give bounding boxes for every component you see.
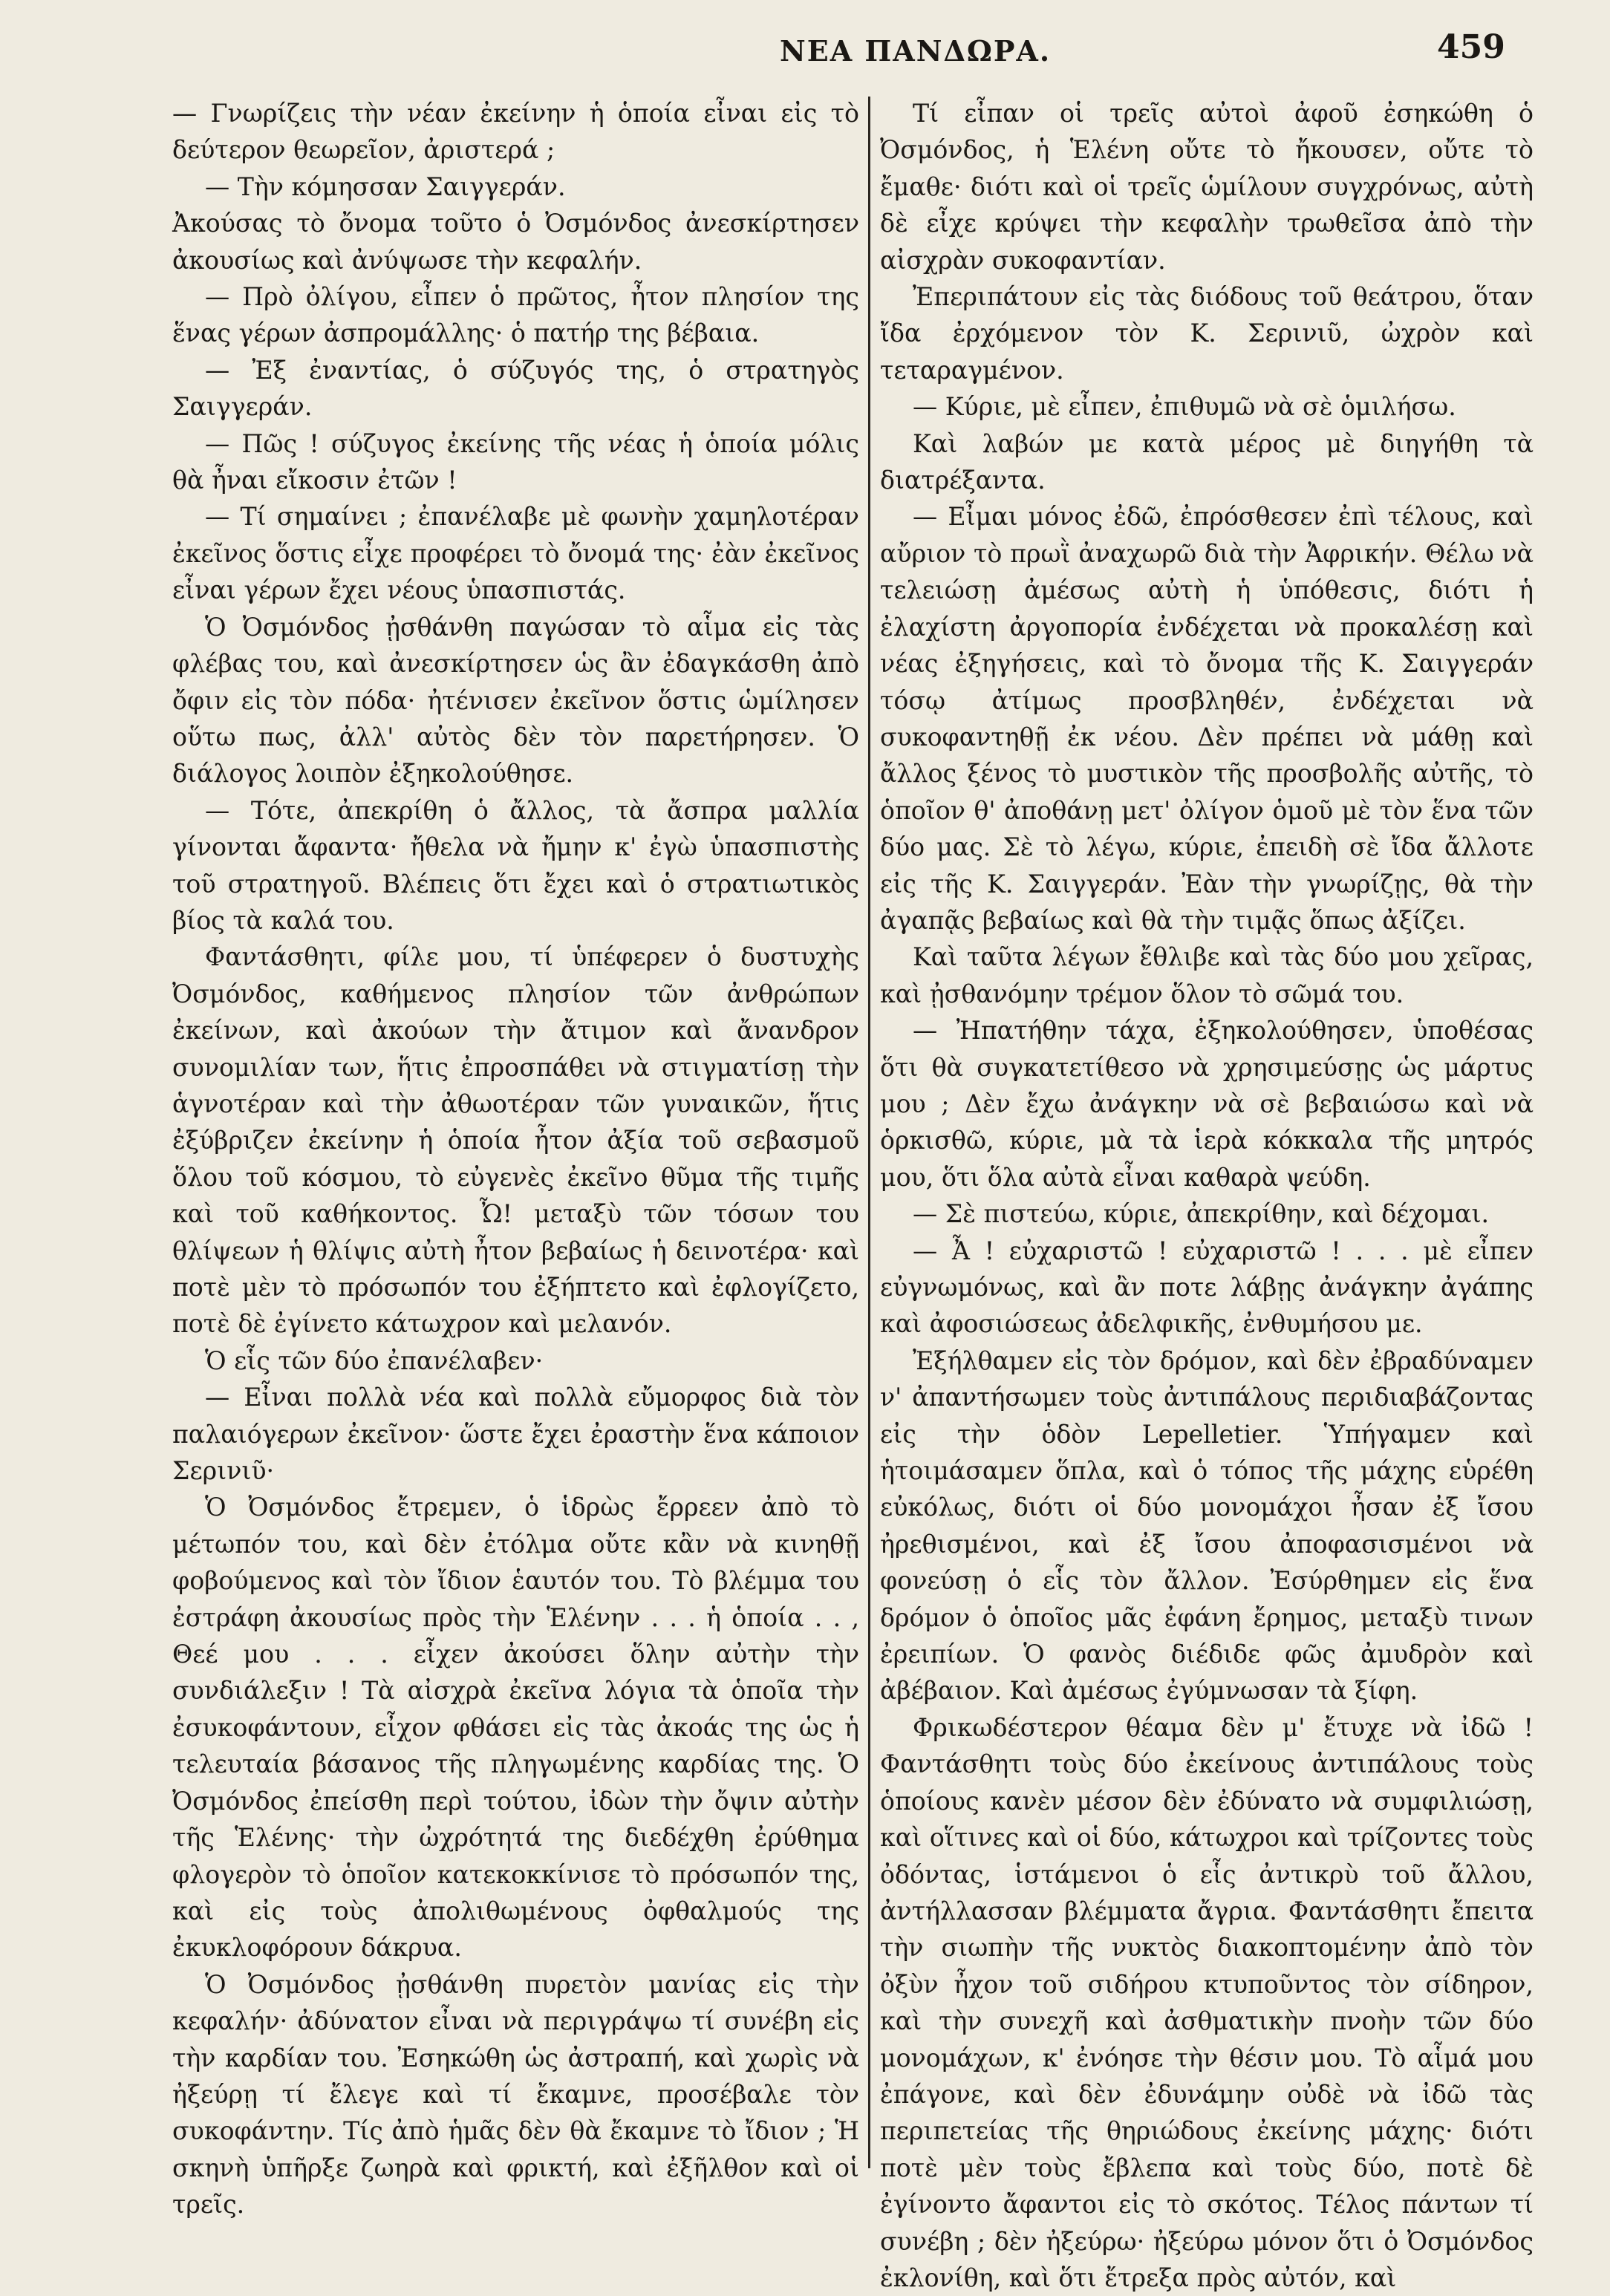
paragraph: Ὁ Ὀσμόνδος ἔτρεμεν, ὁ ἱδρὼς ἔρρεεν ἀπὸ τὸ μέτωπόν του, καὶ δὲν ἐτόλμα οὔτε κἂν νὰ κινηθῇ φοβούμενος καὶ τὸν ἴδιον ἑαυτόν του. Τὸ βλέμμα του ἐστράφη ἀκουσίως πρὸς τὴν Ἑλένην . . . ἡ ὁποία . . , Θεέ μου . . . εἶχεν ἀκούσει ὅλην αὐτὴν τὴν συνδιάλεξιν ! Τὰ αἰσχρὰ ἐκεῖνα λόγια τὰ ὁποῖα τὴν ἐσυκοφάντουν, εἶχον φθάσει εἰς τὰς ἀκοάς της ὡς ἡ τελευταία βάσανος τῆς πληγωμένης καρδίας της. Ὁ Ὀσμόνδος ἐπείσθη περὶ τούτου, ἰδὼν τὴν ὄψιν αὐτὴν τῆς Ἑλένης· τὴν ὠχρότητά της διεδέχθη ἐρύθημα φλογερὸν τὸ ὁποῖον κατεκοκκίνισε τὸ πρόσωπόν της, καὶ εἰς τοὺς ἀπολιθωμένους ὀφθαλμούς της ἐκυκλοφόρουν δάκρυα.: [172, 1493, 859, 1963]
paragraph: Ἀκούσας τὸ ὄνομα τοῦτο ὁ Ὀσμόνδος ἀνεσκίρτησεν ἀκουσίως καὶ ἀνύψωσε τὴν κεφαλήν.: [172, 209, 859, 275]
paragraph: — Ἐξ ἐναντίας, ὁ σύζυγός της, ὁ στρατηγὸς Σαιγγεράν.: [172, 355, 859, 422]
paragraph: Καὶ ταῦτα λέγων ἔθλιβε καὶ τὰς δύο μου χεῖρας, καὶ ᾐσθανόμην τρέμον ὅλον τὸ σῶμά του.: [880, 942, 1534, 1008]
right-column: [880, 95, 1534, 2292]
paragraph: Ἐπεριπάτουν εἰς τὰς διόδους τοῦ θεάτρου, ὅταν ἴδα ἐρχόμενον τὸν Κ. Σερινιῦ, ὠχρὸν καὶ τεταραγμένον.: [880, 282, 1534, 385]
paragraph: Ἐξήλθαμεν εἰς τὸν δρόμον, καὶ δὲν ἐβραδύναμεν ν' ἀπαντήσωμεν τοὺς ἀντιπάλους περιδιαβάζοντας εἰς τὴν ὁδὸν Lepelletier. Ὑπήγαμεν καὶ ἡτοιμάσαμεν ὅπλα, καὶ ὁ τόπος τῆς μάχης εὑρέθη εὐκόλως, διότι οἱ δύο μονομάχοι ἦσαν ἐξ ἴσου ἠρεθισμένοι, καὶ ἐξ ἴσου ἀποφασισμένοι νὰ φονεύσῃ ὁ εἷς τὸν ἄλλον. Ἐσύρθημεν εἰς ἕνα δρόμον ὁ ὁποῖος μᾶς ἐφάνη ἔρημος, μεταξὺ τινων ἐρειπίων. Ὁ φανὸς διέδιδε φῶς ἀμυδρὸν καὶ ἀβέβαιον. Καὶ ἀμέσως ἐγύμνωσαν τὰ ξίφη.: [880, 1346, 1534, 1706]
paragraph: — Τί σημαίνει ; ἐπανέλαβε μὲ φωνὴν χαμηλοτέραν ἐκεῖνος ὅστις εἶχε προφέρει τὸ ὄνομά της· ἐὰν ἐκεῖνος εἶναι γέρων ἔχει νέους ὑπασπιστάς.: [172, 502, 859, 605]
paragraph: — Κύριε, μὲ εἶπεν, ἐπιθυμῶ νὰ σὲ ὁμιλήσω.: [913, 392, 1456, 422]
paragraph: Τί εἶπαν οἱ τρεῖς αὐτοὶ ἀφοῦ ἐσηκώθη ὁ Ὀσμόνδος, ἡ Ἑλένη οὔτε τὸ ἤκουσεν, οὔτε τὸ ἔμαθε· διότι καὶ οἱ τρεῖς ὡμίλουν συγχρόνως, αὐτὴ δὲ εἶχε κρύψει τὴν κεφαλὴν τρωθεῖσα ἀπὸ τὴν αἰσχρὰν συκοφαντίαν.: [880, 99, 1534, 275]
paragraph: — Ἠπατήθην τάχα, ἐξηκολούθησεν, ὑποθέσας ὅτι θὰ συγκατετίθεσο νὰ χρησιμεύσῃς ὡς μάρτυς μου ; Δὲν ἔχω ἀνάγκην νὰ σὲ βεβαιώσω καὶ νὰ ὁρκισθῶ, κύριε, μὰ τὰ ἱερὰ κόκκαλα τῆς μητρός μου, ὅτι ὅλα αὐτὰ εἶναι καθαρὰ ψεύδη.: [880, 1016, 1534, 1192]
paragraph: — Πρὸ ὀλίγου, εἶπεν ὁ πρῶτος, ἦτον πλησίον της ἕνας γέρων ἀσπρομάλλης· ὁ πατήρ της βέβαια.: [172, 282, 859, 348]
running-title: ΝΕΑ ΠΑΝΔΩΡΑ.: [780, 34, 1052, 68]
paragraph: — Ἆ ! εὐχαριστῶ ! εὐχαριστῶ ! . . . μὲ εἶπεν εὐγνωμόνως, καὶ ἂν ποτε λάβῃς ἀνάγκην ἀγάπης καὶ ἀφοσιώσεως ἀδελφικῆς, ἐνθυμήσου με.: [880, 1236, 1534, 1339]
paragraph: — Σὲ πιστεύω, κύριε, ἀπεκρίθην, καὶ δέχομαι.: [913, 1199, 1490, 1229]
paragraph: — Πῶς ! σύζυγος ἐκείνης τῆς νέας ἡ ὁποία μόλις θὰ ἦναι εἴκοσιν ἐτῶν !: [172, 428, 859, 495]
paragraph: — Τὴν κόμησσαν Σαιγγεράν.: [205, 172, 566, 201]
paragraph: — Τότε, ἀπεκρίθη ὁ ἄλλος, τὰ ἄσπρα μαλλία γίνονται ἄφαντα· ἤθελα νὰ ἤμην κ' ἐγὼ ὑπασπιστὴς τοῦ στρατηγοῦ. Βλέπεις ὅτι ἔχει καὶ ὁ στρατιωτικὸς βίος τὰ καλά του.: [172, 795, 859, 935]
left-column: [172, 95, 859, 2220]
paragraph: Καὶ λαβών με κατὰ μέρος μὲ διηγήθη τὰ διατρέξαντα.: [880, 428, 1534, 495]
paragraph: — Γνωρίζεις τὴν νέαν ἐκείνην ἡ ὁποία εἶναι εἰς τὸ δεύτερον θεωρεῖον, ἀριστερά ;: [172, 99, 859, 165]
page-number: 459: [1437, 28, 1505, 66]
paragraph: — Εἶμαι μόνος ἐδῶ, ἐπρόσθεσεν ἐπὶ τέλους, καὶ αὔριον τὸ πρωῒ ἀναχωρῶ διὰ τὴν Ἀφρικήν. Θέλω νὰ τελειώσῃ ἀμέσως αὐτὴ ἡ ὑπόθεσις, διότι ἡ ἐλαχίστη ἀργοπορία ἐνδέχεται νὰ προκαλέσῃ καὶ νέας ἐξηγήσεις, καὶ τὸ ὄνομα τῆς Κ. Σαιγγεράν τόσῳ ἀτίμως προσβληθέν, ἐνδέχεται νὰ συκοφαντηθῇ ἐκ νέου. Δὲν πρέπει νὰ μάθῃ καὶ ἄλλος ξένος τὸ μυστικὸν τῆς προσβολῆς αὐτῆς, τὸ ὁποῖον θ' ἀποθάνῃ μετ' ὀλίγον ὁμοῦ μὲ τὸν ἕνα τῶν δύο μας. Σὲ τὸ λέγω, κύριε, ἐπειδὴ σὲ ἴδα ἄλλοτε εἰς τῆς Κ. Σαιγγεράν. Ἐὰν τὴν γνωρίζῃς, θὰ τὴν ἀγαπᾷς βεβαίως καὶ θὰ τὴν τιμᾷς ὅπως ἀξίζει.: [880, 502, 1534, 935]
paragraph: Φαντάσθητι, φίλε μου, τί ὑπέφερεν ὁ δυστυχὴς Ὀσμόνδος, καθήμενος πλησίον τῶν ἀνθρώπων ἐκείνων, καὶ ἀκούων τὴν ἄτιμον καὶ ἄνανδρον συνομιλίαν των, ἥτις ἐπροσπάθει νὰ στιγματίσῃ τὴν ἁγνοτέραν καὶ τὴν ἀθωοτέραν τῶν γυναικῶν, ἥτις ἐξύβριζεν ἐκείνην ἡ ὁποία ἦτον ἀξία τοῦ σεβασμοῦ ὅλου τοῦ κόσμου, τὸ εὐγενὲς ἐκεῖνο θῦμα τῆς τιμῆς καὶ τοῦ καθήκοντος. Ὦ! μεταξὺ τῶν τόσων του θλίψεων ἡ θλίψις αὐτὴ ἦτον βεβαίως ἡ δεινοτέρα· καὶ ποτὲ μὲν τὸ πρόσωπόν του ἐξήπτετο καὶ ἐφλογίζετο, ποτὲ δὲ ἐγίνετο κάτωχρον καὶ μελανόν.: [172, 942, 859, 1339]
paragraph: Ὁ Ὀσμόνδος ᾐσθάνθη παγώσαν τὸ αἷμα εἰς τὰς φλέβας του, καὶ ἀνεσκίρτησεν ὡς ἂν ἐδαγκάσθη ἀπὸ ὄφιν εἰς τὸν πόδα· ἠτένισεν ἐκεῖνον ὅστις ὡμίλησεν οὕτω πως, ἀλλ' αὐτὸς δὲν τὸν παρετήρησεν. Ὁ διάλογος λοιπὸν ἐξηκολούθησε.: [172, 612, 859, 789]
paragraph: Φρικωδέστερον θέαμα δὲν μ' ἔτυχε νὰ ἰδῶ ! Φαντάσθητι τοὺς δύο ἐκείνους ἀντιπάλους τοὺς ὁποίους κανὲν μέσον δὲν ἐδύνατο νὰ συμφιλιώσῃ, καὶ οἵτινες καὶ οἱ δύο, κάτωχροι καὶ τρίζοντες τοὺς ὀδόντας, ἱστάμενοι ὁ εἷς ἀντικρὺ τοῦ ἄλλου, ἀντήλλασσαν βλέμματα ἄγρια. Φαντάσθητι ἔπειτα τὴν σιωπὴν τῆς νυκτὸς διακοπτομένην ἀπὸ τὸν ὀξὺν ἦχον τοῦ σιδήρου κτυποῦντος τὸν σίδηρον, καὶ τὴν συνεχῆ καὶ ἀσθματικὴν πνοὴν τῶν δύο μονομάχων, κ' ἐνόησε τὴν θέσιν μου. Τὸ αἷμά μου ἐπάγονε, καὶ δὲν ἐδυνάμην οὐδὲ νὰ ἰδῶ τὰς περιπετείας τῆς θηριώδους ἐκείνης μάχης· διότι ποτὲ μὲν τοὺς ἔβλεπα καὶ τοὺς δύο, ποτὲ δὲ ἐγίνοντο ἄφαντοι εἰς τὸ σκότος. Τέλος πάντων τί συνέβη ; δὲν ἠξεύρω· ἠξεύρω μόνον ὅτι ὁ Ὀσμόνδος ἐκλονίθη, καὶ ὅτι ἔτρεξα πρὸς αὐτόν, καὶ: [880, 1712, 1534, 2292]
column-divider: [868, 97, 870, 2168]
page-header: [0, 28, 1610, 80]
paragraph: Ὁ εἷς τῶν δύο ἐπανέλαβεν·: [205, 1346, 544, 1375]
paragraph: — Εἶναι πολλὰ νέα καὶ πολλὰ εὔμορφος διὰ τὸν παλαιόγερων ἐκεῖνον· ὥστε ἔχει ἐραστὴν ἕνα κάποιον Σερινιῦ·: [172, 1383, 859, 1486]
paragraph: Ὁ Ὀσμόνδος ᾐσθάνθη πυρετὸν μανίας εἰς τὴν κεφαλήν· ἀδύνατον εἶναι νὰ περιγράψω τί συνέβη εἰς τὴν καρδίαν του. Ἐσηκώθη ὡς ἀστραπή, καὶ χωρὶς νὰ ἠξεύρῃ τί ἔλεγε καὶ τί ἔκαμνε, προσέβαλε τὸν συκοφάντην. Τίς ἀπὸ ἡμᾶς δὲν θὰ ἔκαμνε τὸ ἴδιον ; Ἡ σκηνὴ ὑπῆρξε ζωηρὰ καὶ φρικτή, καὶ ἐξῆλθον καὶ οἱ τρεῖς.: [172, 1969, 859, 2220]
